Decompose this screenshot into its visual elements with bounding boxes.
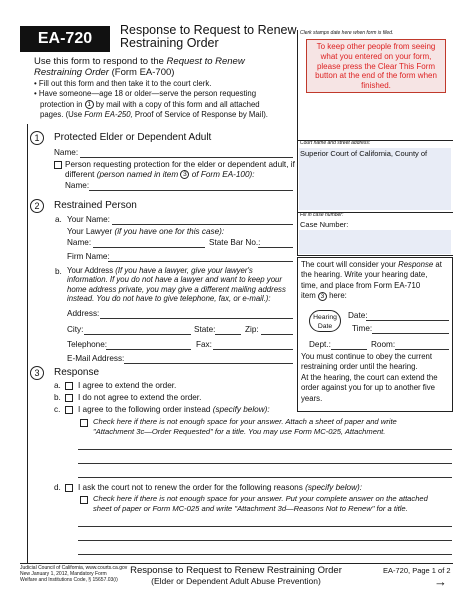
section3-number: 3 bbox=[30, 366, 44, 380]
hearing-dept-field[interactable] bbox=[331, 349, 367, 350]
city-label: City: bbox=[67, 325, 84, 334]
response-b-checkbox[interactable] bbox=[65, 394, 73, 402]
section1-title: Protected Elder or Dependent Adult bbox=[54, 132, 212, 143]
intro-bullet2: • Have someone—age 18 or older—serve the person requesting bbox=[34, 89, 257, 99]
state-bar-field[interactable] bbox=[258, 247, 293, 248]
intro bbox=[34, 56, 294, 120]
intro-bullet2-line3: pages. (Use Form EA-250, Proof of Service of Response by Mail). bbox=[40, 109, 268, 119]
hearing-room-label: Room: bbox=[371, 340, 396, 349]
firm-name-field[interactable] bbox=[108, 261, 293, 262]
address-label: Address: bbox=[67, 309, 100, 318]
court-name-label: Court name and street address: bbox=[300, 140, 371, 146]
response-d-answer-line2[interactable] bbox=[78, 540, 452, 541]
section1-number: 1 bbox=[30, 131, 44, 145]
case-number-label2: Case Number: bbox=[300, 220, 349, 229]
response-c-answer-line2[interactable] bbox=[78, 463, 452, 464]
hearing-room-field[interactable] bbox=[395, 349, 449, 350]
hearing-date-field[interactable] bbox=[366, 320, 449, 321]
next-page-arrow-icon[interactable]: → bbox=[434, 574, 447, 589]
section1-other-name-label: Name: bbox=[65, 181, 90, 190]
intro-line1-italic: Request to Renew bbox=[166, 56, 245, 67]
section2-a-label: a. bbox=[55, 215, 62, 224]
your-name-label: Your Name: bbox=[67, 215, 110, 224]
response-a-checkbox[interactable] bbox=[65, 382, 73, 390]
form-title-line2: Restraining Order bbox=[120, 36, 219, 50]
footer-left: Judicial Council of California, www.courts.ca.gov New January 1, 2012, Mandatory Form Welfare and Institutions Code, § 15657.03(i) bbox=[20, 565, 128, 584]
footer-divider bbox=[20, 563, 453, 564]
hearing-date-bubble: Hearing Date bbox=[309, 310, 341, 332]
response-d-attachment-text: Check here if there is not enough space for your answer. Put your complete answer on the attached sheet of paper or Form MC-025 and write "Attachment 3d—Reasons Not to Renew" for a title. bbox=[93, 494, 428, 513]
intro-line1-prefix: Use this form to respond to the bbox=[34, 56, 164, 67]
your-address-instructions: Your Address (If you have a lawyer, give your lawyer's information. If you do not have a lawyer and want to keep your home address private, you may give a different mailing address instead. You do not have to give telephone, fax, or e-mail.): bbox=[67, 266, 286, 304]
response-b-text: I do not agree to extend the order. bbox=[78, 393, 202, 402]
section2-b-label: b. bbox=[55, 267, 62, 276]
response-a-text: I agree to extend the order. bbox=[78, 381, 177, 390]
your-lawyer-label: Your Lawyer (if you have one for this case): bbox=[67, 227, 225, 236]
item-ref-1: 1 bbox=[85, 100, 94, 109]
lawyer-name-label: Name: bbox=[67, 238, 92, 247]
intro-line2-italic: Restraining Order bbox=[34, 67, 109, 78]
case-number-field[interactable] bbox=[299, 230, 451, 254]
footer-title: Response to Request to Renew Restraining Order (Elder or Dependent Adult Abuse Prevention) bbox=[130, 565, 342, 586]
section1-other-line2: different (person named in item 3 of Form EA-100): bbox=[65, 170, 255, 179]
telephone-label: Telephone: bbox=[67, 340, 108, 349]
intro-line1 bbox=[34, 56, 294, 67]
hearing-time-field[interactable] bbox=[372, 333, 449, 334]
hearing-time-label: Time: bbox=[352, 324, 373, 333]
response-c-label: c. bbox=[54, 405, 61, 414]
section1-name-label: Name: bbox=[54, 148, 79, 157]
intro-bullet1: • Fill out this form and then take it to the court clerk. bbox=[34, 79, 212, 88]
state-label: State: bbox=[194, 325, 216, 334]
clear-form-notice: To keep other people from seeing what you entered on your form, please press the Clear This Form button at the end of the form when finished. bbox=[306, 39, 446, 93]
fax-label: Fax: bbox=[196, 340, 212, 349]
email-label: E-Mail Address: bbox=[67, 354, 125, 363]
response-c-answer-line1[interactable] bbox=[78, 449, 452, 450]
section1-other-line1: Person requesting protection for the elder or dependent adult, if bbox=[65, 160, 295, 169]
item-ref-hearing: 3 bbox=[318, 292, 327, 301]
response-d-answer-line1[interactable] bbox=[78, 526, 452, 527]
clerk-stamp-label: Clerk stamps date here when form is filed. bbox=[300, 30, 394, 36]
form-title bbox=[120, 24, 297, 50]
address-field[interactable] bbox=[100, 318, 293, 319]
telephone-field[interactable] bbox=[106, 349, 191, 350]
footer-page: EA-720, Page 1 of 2 bbox=[383, 566, 451, 575]
response-d-attachment-checkbox[interactable] bbox=[80, 496, 88, 504]
case-number-label: Fill in case number: bbox=[300, 212, 344, 218]
your-name-field[interactable] bbox=[112, 224, 293, 225]
form-title-line1: Response to Request to Renew bbox=[120, 23, 297, 37]
email-field[interactable] bbox=[124, 363, 293, 364]
zip-label: Zip: bbox=[245, 325, 259, 334]
response-d-checkbox[interactable] bbox=[65, 484, 73, 492]
response-d-answer-line3[interactable] bbox=[78, 554, 452, 555]
response-b-label: b. bbox=[54, 393, 61, 402]
lawyer-name-field[interactable] bbox=[93, 247, 205, 248]
section2-title: Restrained Person bbox=[54, 200, 137, 211]
section1-other-name-field[interactable] bbox=[89, 190, 293, 191]
section2-number: 2 bbox=[30, 199, 44, 213]
response-d-label: d. bbox=[54, 483, 61, 492]
response-a-label: a. bbox=[54, 381, 61, 390]
city-field[interactable] bbox=[84, 334, 191, 335]
response-d-text: I ask the court not to renew the order for the following reasons (specify below): bbox=[78, 483, 362, 492]
zip-field[interactable] bbox=[261, 334, 293, 335]
state-field[interactable] bbox=[215, 334, 241, 335]
response-c-text: I agree to the following order instead (specify below): bbox=[78, 405, 270, 414]
court-name-value: Superior Court of California, County of bbox=[300, 149, 428, 158]
item-ref-3: 3 bbox=[180, 170, 189, 179]
hearing-date-label: Date: bbox=[348, 311, 368, 320]
response-c-attachment-text: Check here if there is not enough space for your answer. Attach a sheet of paper and write "Attachment 3c—Order Requested" for a title. You may use Form MC-025, Attachment. bbox=[93, 417, 397, 436]
left-rail bbox=[27, 124, 28, 564]
hearing-instructions: The court will consider your Response at the hearing. Write your hearing date, time, and place from Form EA-710 item 3 here: bbox=[301, 260, 442, 301]
fax-field[interactable] bbox=[213, 349, 293, 350]
section3-title: Response bbox=[54, 367, 100, 378]
hearing-continue-notice: You must continue to obey the current restraining order until the hearing. At the hearing, the court can extend the order against you for up to another five years. bbox=[301, 352, 438, 403]
response-c-checkbox[interactable] bbox=[65, 406, 73, 414]
intro-line2-suffix: (Form EA-700) bbox=[111, 67, 175, 78]
firm-name-label: Firm Name: bbox=[67, 252, 110, 261]
section1-other-checkbox[interactable] bbox=[54, 161, 62, 169]
response-c-attachment-checkbox[interactable] bbox=[80, 419, 88, 427]
response-c-answer-line3[interactable] bbox=[78, 477, 452, 478]
intro-bullet2-line2: protection in 1 by mail with a copy of this form and all attached bbox=[40, 99, 260, 109]
form-id-badge: EA-720 bbox=[20, 26, 110, 52]
hearing-dept-label: Dept.: bbox=[309, 340, 331, 349]
section1-name-field[interactable] bbox=[80, 157, 293, 158]
intro-line2 bbox=[34, 67, 294, 78]
state-bar-label: State Bar No.: bbox=[209, 238, 261, 247]
